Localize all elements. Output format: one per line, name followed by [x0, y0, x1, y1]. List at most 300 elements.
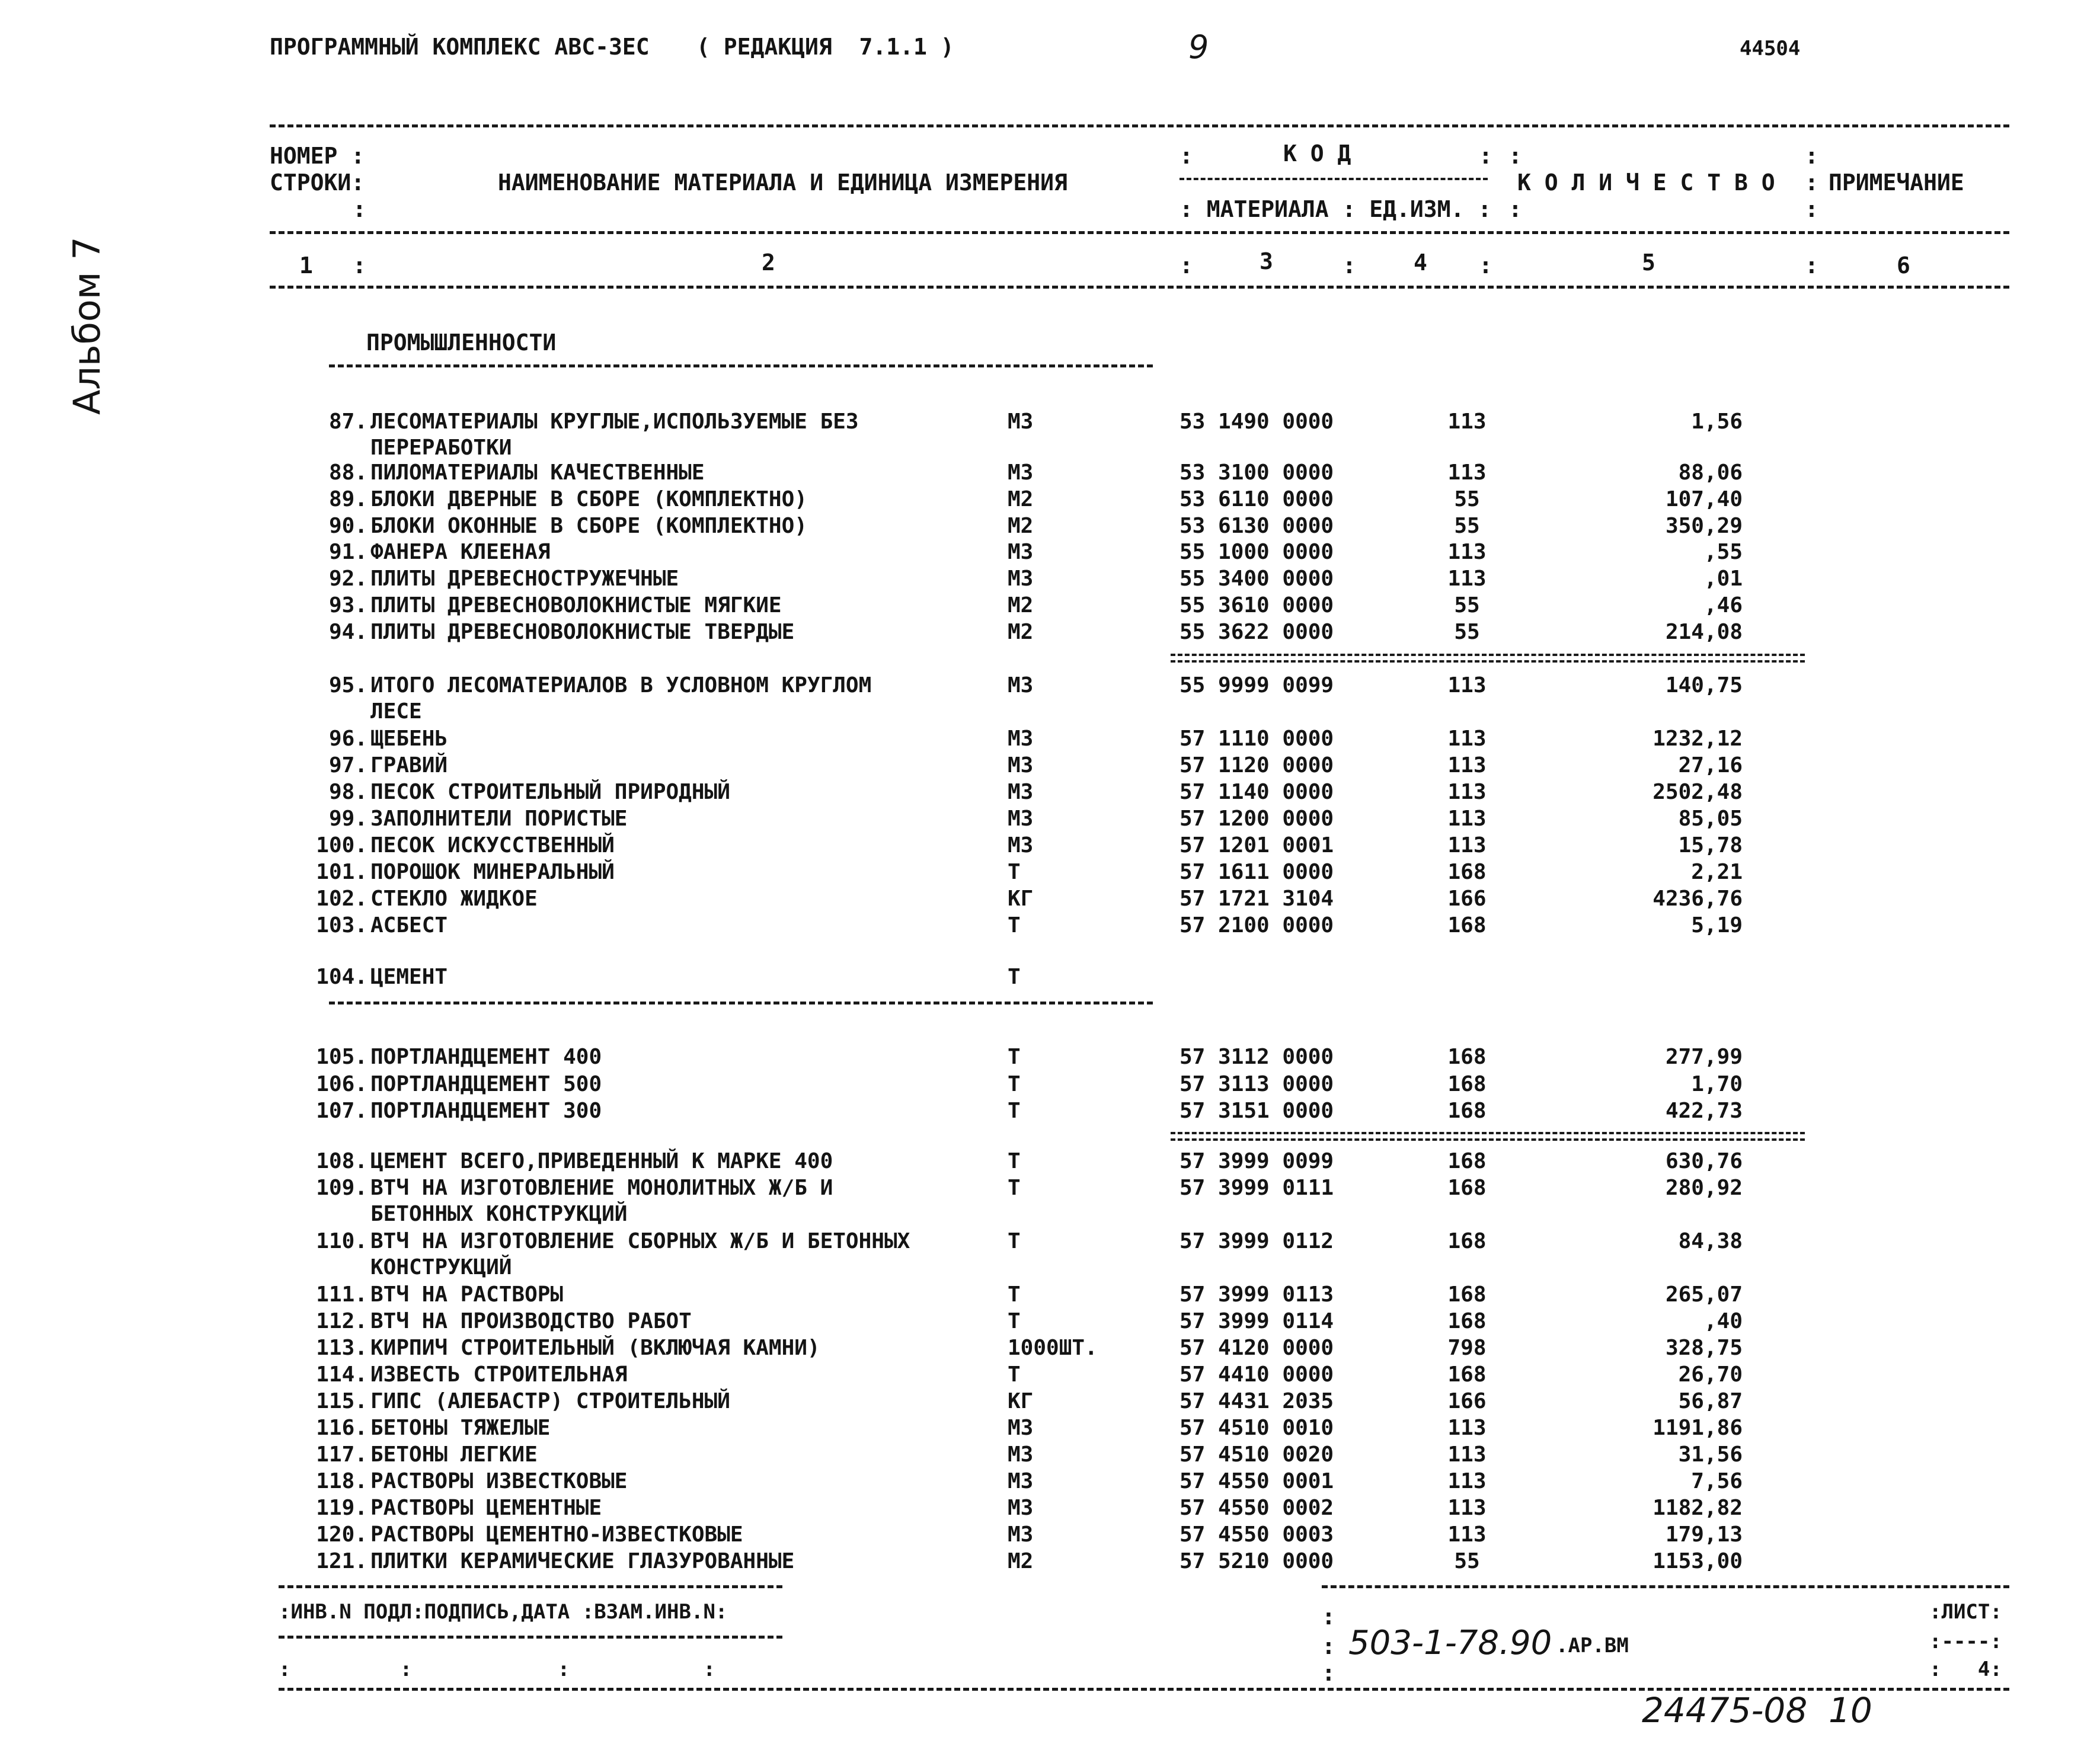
- table-row: [0, 1071, 2100, 1098]
- material-code: 57 1140 0000: [1180, 780, 1334, 804]
- unit-of-measure: М3: [1008, 780, 1034, 804]
- header-top-rule: [270, 124, 2009, 127]
- material-code: 57 4550 0002: [1180, 1496, 1334, 1520]
- row-number: 87.: [328, 409, 367, 434]
- sheet-separator: :----:: [1929, 1630, 2002, 1653]
- section-heading: ПРОМЫШЛЕННОСТИ: [366, 329, 557, 356]
- unit-code: 113: [1447, 673, 1487, 698]
- row-number: 103.: [316, 913, 367, 938]
- header-col1-line2: СТРОКИ:: [270, 169, 365, 196]
- col-number-sep4: :: [1479, 252, 1492, 279]
- header-col6-colon2: :: [1805, 169, 1818, 196]
- header-col1-line3: :: [353, 196, 366, 222]
- row-number: 110.: [316, 1229, 367, 1253]
- quantity: ,46: [1703, 593, 1743, 618]
- table-row: [0, 806, 2100, 832]
- unit-code: 55: [1454, 514, 1480, 538]
- header-col2-title: НАИМЕНОВАНИЕ МАТЕРИАЛА И ЕДИНИЦА ИЗМЕРЕНИЯ: [498, 169, 1067, 196]
- material-name: ГИПС (АЛЕБАСТР) СТРОИТЕЛЬНЫЙ: [370, 1389, 730, 1413]
- header-col5-colon1: :: [1508, 143, 1522, 169]
- header-code-colon-right: :: [1479, 143, 1492, 169]
- header-col6-colon3: :: [1805, 196, 1818, 222]
- unit-code: 113: [1447, 807, 1487, 831]
- unit-code: 113: [1447, 1416, 1487, 1440]
- table-row: [0, 726, 2100, 752]
- material-name: БЕТОНЫ ТЯЖЕЛЫЕ: [370, 1416, 551, 1440]
- table-row: [0, 1495, 2100, 1521]
- quantity: 15,78: [1678, 833, 1743, 858]
- unit-code: 113: [1447, 409, 1487, 434]
- unit-of-measure: Т: [1008, 1362, 1021, 1387]
- row-number: 112.: [316, 1309, 367, 1333]
- unit-code: 113: [1447, 727, 1487, 751]
- row-number: 105.: [316, 1045, 367, 1069]
- unit-of-measure: М2: [1008, 620, 1034, 644]
- unit-of-measure: М3: [1008, 833, 1034, 858]
- material-name: ЩЕБЕНЬ: [370, 727, 448, 751]
- stamp-blank-cells: : : : :: [279, 1658, 715, 1681]
- row-number: 98.: [328, 780, 367, 804]
- material-code: 57 4120 0000: [1180, 1336, 1334, 1360]
- material-code: 55 3622 0000: [1180, 620, 1334, 644]
- unit-code: 168: [1447, 1309, 1487, 1333]
- unit-code: 113: [1447, 780, 1487, 804]
- header-col6-title: ПРИМЕЧАНИЕ: [1829, 169, 1964, 196]
- unit-of-measure: КГ: [1008, 1389, 1034, 1413]
- table-row: [0, 1228, 2100, 1255]
- quantity: 265,07: [1665, 1282, 1743, 1307]
- material-name: РАСТВОРЫ ЦЕМЕНТНЫЕ: [370, 1496, 602, 1520]
- unit-code: 113: [1447, 833, 1487, 858]
- unit-of-measure: Т: [1008, 1149, 1021, 1173]
- header-col5-title: К О Л И Ч Е С Т В О: [1517, 169, 1775, 196]
- quantity: 56,87: [1678, 1389, 1743, 1413]
- row-number: 88.: [328, 460, 367, 485]
- header-code-subtitle: : МАТЕРИАЛА : ЕД.ИЗМ. :: [1180, 196, 1492, 222]
- table-row: [0, 566, 2100, 592]
- row-number: 114.: [316, 1362, 367, 1387]
- material-code: 53 1490 0000: [1180, 409, 1334, 434]
- unit-code: 168: [1447, 1282, 1487, 1307]
- table-row: [0, 913, 2100, 939]
- table-row: [0, 859, 2100, 885]
- row-number: 107.: [316, 1099, 367, 1123]
- unit-of-measure: Т: [1008, 1045, 1021, 1069]
- unit-of-measure: Т: [1008, 965, 1021, 989]
- material-code: 57 4510 0020: [1180, 1442, 1334, 1467]
- header-bottom-rule: [270, 286, 2009, 289]
- table-row: [0, 833, 2100, 859]
- table-row-continuation: [0, 435, 2100, 461]
- unit-of-measure: Т: [1008, 913, 1021, 938]
- unit-of-measure: М3: [1008, 540, 1034, 564]
- material-name: ЗАПОЛНИТЕЛИ ПОРИСТЫЕ: [370, 807, 628, 831]
- unit-code: 55: [1454, 1549, 1480, 1573]
- table-row: [0, 1522, 2100, 1548]
- material-code: 57 4431 2035: [1180, 1389, 1334, 1413]
- col-number-3: 3: [1260, 248, 1273, 274]
- unit-code: 113: [1447, 1522, 1487, 1547]
- unit-of-measure: М3: [1008, 673, 1034, 698]
- material-code: 57 5210 0000: [1180, 1549, 1334, 1573]
- row-number: 97.: [328, 753, 367, 778]
- table-row: [0, 886, 2100, 912]
- material-code: 57 3999 0113: [1180, 1282, 1334, 1307]
- document-id: 44504: [1740, 37, 1801, 60]
- table-row-continuation: [0, 1201, 2100, 1227]
- material-code: 57 2100 0000: [1180, 913, 1334, 938]
- handwritten-inventory-number: 24475-08: [1642, 1690, 1808, 1730]
- quantity: 630,76: [1665, 1149, 1743, 1173]
- row-number: 106.: [316, 1072, 367, 1096]
- unit-code: 166: [1447, 887, 1487, 911]
- unit-code: 168: [1447, 1176, 1487, 1200]
- row-number: 93.: [328, 593, 367, 618]
- row-number: 96.: [328, 727, 367, 751]
- material-code: 57 4550 0001: [1180, 1469, 1334, 1493]
- sheet-label: :ЛИСТ:: [1929, 1600, 2002, 1624]
- quantity: 280,92: [1665, 1176, 1743, 1200]
- material-name: ПОРОШОК МИНЕРАЛЬНЫЙ: [370, 860, 615, 884]
- unit-of-measure: 1000ШТ.: [1008, 1336, 1098, 1360]
- table-row: [0, 1044, 2100, 1070]
- material-name: ГРАВИЙ: [370, 753, 448, 778]
- unit-of-measure: Т: [1008, 1282, 1021, 1307]
- document-code: 503-1-78.90: [1348, 1624, 1552, 1662]
- table-row: [0, 1282, 2100, 1308]
- unit-of-measure: М2: [1008, 514, 1034, 538]
- material-name: ПИЛОМАТЕРИАЛЫ КАЧЕСТВЕННЫЕ: [370, 460, 705, 485]
- material-name: АСБЕСТ: [370, 913, 448, 938]
- row-number: 118.: [316, 1469, 367, 1493]
- material-code: 57 3999 0099: [1180, 1149, 1334, 1173]
- material-code: 57 3999 0111: [1180, 1176, 1334, 1200]
- material-name: ВТЧ НА ПРОИЗВОДСТВО РАБОТ: [370, 1309, 692, 1333]
- unit-of-measure: М3: [1008, 727, 1034, 751]
- material-name: БЕТОНЫ ЛЕГКИЕ: [370, 1442, 538, 1467]
- quantity: 1,56: [1691, 409, 1743, 434]
- unit-of-measure: М3: [1008, 1496, 1034, 1520]
- quantity: 1191,86: [1652, 1416, 1743, 1440]
- table-row: [0, 1362, 2100, 1388]
- material-code: 55 1000 0000: [1180, 540, 1334, 564]
- row-number: 102.: [316, 887, 367, 911]
- quantity: 277,99: [1665, 1045, 1743, 1069]
- table-row: [0, 460, 2100, 486]
- table-row: [0, 1389, 2100, 1415]
- col-number-4: 4: [1414, 249, 1427, 276]
- quantity: 5,19: [1691, 913, 1743, 938]
- sheet-number: : 4:: [1929, 1658, 2002, 1681]
- row-number: 119.: [316, 1496, 367, 1520]
- material-code: 57 3151 0000: [1180, 1099, 1334, 1123]
- unit-of-measure: М2: [1008, 487, 1034, 511]
- material-name: ЦЕМЕНТ: [370, 965, 448, 989]
- title-block-top-rule: [1322, 1585, 2009, 1588]
- material-name: ПОРТЛАНДЦЕМЕНТ 500: [370, 1072, 602, 1096]
- unit-code: 168: [1447, 1099, 1487, 1123]
- unit-of-measure: Т: [1008, 1072, 1021, 1096]
- material-name: БЛОКИ ОКОННЫЕ В СБОРЕ (КОМПЛЕКТНО): [370, 514, 807, 538]
- material-name: РАСТВОРЫ ИЗВЕСТКОВЫЕ: [370, 1469, 628, 1493]
- row-number: 121.: [316, 1549, 367, 1573]
- material-name: РАСТВОРЫ ЦЕМЕНТНО-ИЗВЕСТКОВЫЕ: [370, 1522, 743, 1547]
- material-code: 57 3999 0114: [1180, 1309, 1334, 1333]
- quantity: 31,56: [1678, 1442, 1743, 1467]
- unit-of-measure: М3: [1008, 1522, 1034, 1547]
- header-code-divider: [1180, 178, 1488, 180]
- unit-of-measure: Т: [1008, 1309, 1021, 1333]
- table-row: [0, 1442, 2100, 1468]
- quantity: 1182,82: [1652, 1496, 1743, 1520]
- quantity: 88,06: [1678, 460, 1743, 485]
- material-name-continued: ПЕРЕРАБОТКИ: [370, 436, 512, 460]
- unit-code: 113: [1447, 1469, 1487, 1493]
- row-number: 91.: [328, 540, 367, 564]
- table-row: [0, 779, 2100, 805]
- row-number: 109.: [316, 1176, 367, 1200]
- row-number: 116.: [316, 1416, 367, 1440]
- col-number-sep2: :: [1180, 252, 1193, 279]
- unit-code: 113: [1447, 753, 1487, 778]
- table-row-continuation: [0, 699, 2100, 725]
- material-name-continued: ЛЕСЕ: [370, 699, 422, 724]
- material-code: 57 4410 0000: [1180, 1362, 1334, 1387]
- unit-of-measure: Т: [1008, 1099, 1021, 1123]
- unit-code: 113: [1447, 567, 1487, 591]
- row-number: 108.: [316, 1149, 367, 1173]
- quantity: 2502,48: [1652, 780, 1743, 804]
- row-number: 100.: [316, 833, 367, 858]
- unit-of-measure: М3: [1008, 409, 1034, 434]
- table-row: [0, 964, 2100, 990]
- table-row: [0, 1098, 2100, 1124]
- material-code: 57 1120 0000: [1180, 753, 1334, 778]
- table-row: [0, 619, 2100, 645]
- row-number: 117.: [316, 1442, 367, 1467]
- material-code: 57 1201 0001: [1180, 833, 1334, 858]
- unit-code: 168: [1447, 1362, 1487, 1387]
- unit-of-measure: Т: [1008, 1176, 1021, 1200]
- table-row: [0, 1415, 2100, 1441]
- col-number-sep1: :: [353, 252, 366, 279]
- header-col5-colon2: :: [1508, 196, 1522, 222]
- table-row-continuation: [0, 1255, 2100, 1281]
- quantity: ,40: [1703, 1309, 1743, 1333]
- material-code: 57 4510 0010: [1180, 1416, 1334, 1440]
- unit-code: 55: [1454, 593, 1480, 618]
- material-code: 55 9999 0099: [1180, 673, 1334, 698]
- material-code: 55 3400 0000: [1180, 567, 1334, 591]
- table-row: [0, 1308, 2100, 1335]
- row-number: 99.: [328, 807, 367, 831]
- unit-code: 113: [1447, 1496, 1487, 1520]
- table-row: [0, 1469, 2100, 1495]
- material-name: ЦЕМЕНТ ВСЕГО,ПРИВЕДЕННЫЙ К МАРКЕ 400: [370, 1149, 833, 1173]
- unit-code: 113: [1447, 460, 1487, 485]
- material-name-continued: БЕТОННЫХ КОНСТРУКЦИЙ: [370, 1202, 628, 1226]
- table-row: [0, 1148, 2100, 1175]
- table-row: [0, 487, 2100, 513]
- material-name: СТЕКЛО ЖИДКОЕ: [370, 887, 538, 911]
- material-code: 57 1721 3104: [1180, 887, 1334, 911]
- quantity: 140,75: [1665, 673, 1743, 698]
- album-label: Альбом 7: [65, 236, 108, 415]
- unit-of-measure: КГ: [1008, 887, 1034, 911]
- table-row: [0, 673, 2100, 699]
- material-name: ЛЕСОМАТЕРИАЛЫ КРУГЛЫЕ,ИСПОЛЬЗУЕМЫЕ БЕЗ: [370, 409, 859, 434]
- material-name: ВТЧ НА РАСТВОРЫ: [370, 1282, 564, 1307]
- unit-of-measure: М3: [1008, 1469, 1034, 1493]
- edition-label: ( РЕДАКЦИЯ 7.1.1 ): [696, 34, 954, 60]
- material-name: ПОРТЛАНДЦЕМЕНТ 400: [370, 1045, 602, 1069]
- unit-code: 168: [1447, 1045, 1487, 1069]
- header-code-colon-left: :: [1180, 143, 1193, 169]
- subtotal-separator-2: [1171, 1132, 1805, 1141]
- material-code: 57 3999 0112: [1180, 1229, 1334, 1253]
- row-number: 115.: [316, 1389, 367, 1413]
- row-number: 101.: [316, 860, 367, 884]
- col-number-6: 6: [1897, 252, 1910, 279]
- row-number: 94.: [328, 620, 367, 644]
- row-number: 120.: [316, 1522, 367, 1547]
- material-name: ПЛИТКИ КЕРАМИЧЕСКИЕ ГЛАЗУРОВАННЫЕ: [370, 1549, 795, 1573]
- table-row: [0, 1175, 2100, 1201]
- material-name: ПЕСОК ИСКУССТВЕННЫЙ: [370, 833, 615, 858]
- header-mid-rule: [270, 231, 2009, 234]
- material-name: ПОРТЛАНДЦЕМЕНТ 300: [370, 1099, 602, 1123]
- material-name: ФАНЕРА КЛЕЕНАЯ: [370, 540, 551, 564]
- row-number: 104.: [316, 965, 367, 989]
- row-number: 113.: [316, 1336, 367, 1360]
- table-row: [0, 1549, 2100, 1575]
- unit-of-measure: М3: [1008, 1442, 1034, 1467]
- quantity: 350,29: [1665, 514, 1743, 538]
- material-name: ИТОГО ЛЕСОМАТЕРИАЛОВ В УСЛОВНОМ КРУГЛОМ: [370, 673, 872, 698]
- material-code: 53 6110 0000: [1180, 487, 1334, 511]
- row-number: 89.: [328, 487, 367, 511]
- page-number: 9: [1188, 28, 1209, 66]
- unit-code: 168: [1447, 860, 1487, 884]
- material-code: 57 4550 0003: [1180, 1522, 1334, 1547]
- col-number-1: 1: [299, 252, 313, 279]
- unit-code: 55: [1454, 487, 1480, 511]
- unit-code: 55: [1454, 620, 1480, 644]
- unit-code: 798: [1447, 1336, 1487, 1360]
- quantity: ,01: [1703, 567, 1743, 591]
- quantity: 422,73: [1665, 1099, 1743, 1123]
- table-row: [0, 593, 2100, 619]
- material-code: 57 3113 0000: [1180, 1072, 1334, 1096]
- quantity: 1153,00: [1652, 1549, 1743, 1573]
- section-underline: [329, 364, 1153, 367]
- quantity: 26,70: [1678, 1362, 1743, 1387]
- unit-of-measure: Т: [1008, 1229, 1021, 1253]
- material-name: ПЛИТЫ ДРЕВЕСНОСТРУЖЕЧНЫЕ: [370, 567, 679, 591]
- quantity: 4236,76: [1652, 887, 1743, 911]
- quantity: 2,21: [1691, 860, 1743, 884]
- stamp-fields: :ИНВ.N ПОДЛ:ПОДПИСЬ,ДАТА :ВЗАМ.ИНВ.N:: [279, 1600, 728, 1624]
- col-number-5: 5: [1642, 249, 1655, 276]
- stamp-mid-rule: [279, 1636, 782, 1639]
- material-name: ПЕСОК СТРОИТЕЛЬНЫЙ ПРИРОДНЫЙ: [370, 780, 730, 804]
- material-name: ВТЧ НА ИЗГОТОВЛЕНИЕ СБОРНЫХ Ж/Б И БЕТОННЫХ: [370, 1229, 910, 1253]
- material-name: ПЛИТЫ ДРЕВЕСНОВОЛОКНИСТЫЕ МЯГКИЕ: [370, 593, 782, 618]
- material-code: 55 3610 0000: [1180, 593, 1334, 618]
- unit-of-measure: М3: [1008, 567, 1034, 591]
- row-number: 90.: [328, 514, 367, 538]
- stamp-top-rule: [279, 1585, 782, 1588]
- unit-code: 113: [1447, 540, 1487, 564]
- program-title: ПРОГРАММНЫЙ КОМПЛЕКС АВС-3ЕС: [270, 34, 650, 60]
- material-code: 57 1200 0000: [1180, 807, 1334, 831]
- quantity: 1,70: [1691, 1072, 1743, 1096]
- table-row: [0, 513, 2100, 539]
- unit-of-measure: М2: [1008, 593, 1034, 618]
- row-number: 95.: [328, 673, 367, 698]
- quantity: ,55: [1703, 540, 1743, 564]
- material-name: КИРПИЧ СТРОИТЕЛЬНЫЙ (ВКЛЮЧАЯ КАМНИ): [370, 1336, 820, 1360]
- table-row: [0, 1335, 2100, 1361]
- material-name: БЛОКИ ДВЕРНЫЕ В СБОРЕ (КОМПЛЕКТНО): [370, 487, 807, 511]
- material-name: ПЛИТЫ ДРЕВЕСНОВОЛОКНИСТЫЕ ТВЕРДЫЕ: [370, 620, 795, 644]
- row-number: 111.: [316, 1282, 367, 1307]
- unit-of-measure: М3: [1008, 807, 1034, 831]
- unit-of-measure: М3: [1008, 1416, 1034, 1440]
- unit-of-measure: М3: [1008, 460, 1034, 485]
- header-code-title: К О Д: [1283, 140, 1351, 167]
- unit-of-measure: М2: [1008, 1549, 1034, 1573]
- unit-code: 166: [1447, 1389, 1487, 1413]
- header-col1-line1: НОМЕР :: [270, 143, 365, 169]
- quantity: 328,75: [1665, 1336, 1743, 1360]
- document-suffix: .АР.ВМ: [1556, 1634, 1629, 1658]
- quantity: 84,38: [1678, 1229, 1743, 1253]
- subtotal-separator-1: [1171, 654, 1805, 663]
- table-row: [0, 753, 2100, 779]
- table-row: [0, 409, 2100, 435]
- material-name-continued: КОНСТРУКЦИЙ: [370, 1255, 512, 1279]
- quantity: 214,08: [1665, 620, 1743, 644]
- material-code: 57 1110 0000: [1180, 727, 1334, 751]
- unit-of-measure: Т: [1008, 860, 1021, 884]
- material-name: ИЗВЕСТЬ СТРОИТЕЛЬНАЯ: [370, 1362, 628, 1387]
- unit-code: 168: [1447, 913, 1487, 938]
- material-code: 53 3100 0000: [1180, 460, 1334, 485]
- table-row: [0, 539, 2100, 565]
- title-block-colon3: :: [1322, 1660, 1335, 1686]
- col-number-sep3: :: [1343, 252, 1356, 279]
- col-number-sep5: :: [1805, 252, 1818, 279]
- quantity: 27,16: [1678, 753, 1743, 778]
- row-number: 92.: [328, 567, 367, 591]
- title-block-colon2: :: [1322, 1633, 1335, 1659]
- unit-code: 168: [1447, 1072, 1487, 1096]
- quantity: 1232,12: [1652, 727, 1743, 751]
- material-code: 57 1611 0000: [1180, 860, 1334, 884]
- material-name: ВТЧ НА ИЗГОТОВЛЕНИЕ МОНОЛИТНЫХ Ж/Б И: [370, 1176, 833, 1200]
- title-block-colon1: :: [1322, 1604, 1335, 1630]
- quantity: 7,56: [1691, 1469, 1743, 1493]
- material-code: 57 3112 0000: [1180, 1045, 1334, 1069]
- cement-underline: [329, 1002, 1153, 1004]
- quantity: 179,13: [1665, 1522, 1743, 1547]
- unit-code: 168: [1447, 1149, 1487, 1173]
- unit-of-measure: М3: [1008, 753, 1034, 778]
- unit-code: 168: [1447, 1229, 1487, 1253]
- quantity: 107,40: [1665, 487, 1743, 511]
- quantity: 85,05: [1678, 807, 1743, 831]
